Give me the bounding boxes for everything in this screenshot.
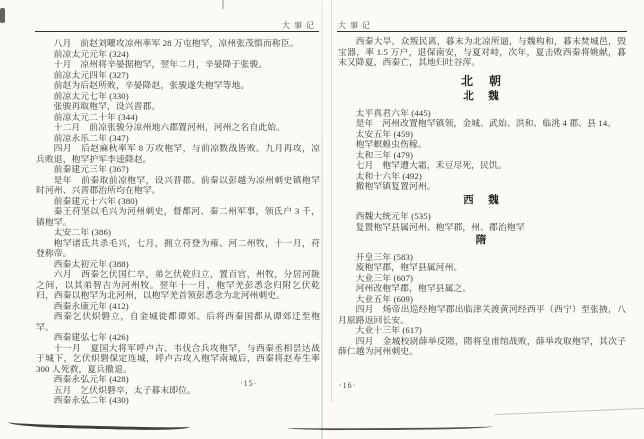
era-year-line: 前凉永乐二年 (347) (53, 132, 129, 143)
era-year-line: 西秦建弘七年 (426) (53, 332, 129, 342)
running-header-left: 大事记 (282, 21, 318, 30)
paragraph: 十二月 前凉张骏分凉州地六郡置河州，河州之名自此始。 (53, 122, 285, 132)
era-year-line: 大业十三年 (617) (355, 325, 422, 335)
era-year-line: 前秦建元十六年 (380) (53, 195, 138, 206)
paragraph: 复置枹罕县属河州、枹罕郡，州、郡治枹罕 (355, 221, 525, 232)
paragraph: 四月 后赵麻秋率军 8 万攻枹罕，与前凉数战皆败。九月再攻，凉兵败退，枹罕护军李逵降赵。 (36, 143, 320, 164)
paragraph: 八月 前赵刘曜攻凉州率军 28 万屯枹罕，凉州张茂惧而称臣。 (53, 38, 299, 48)
paragraph: 河州改枹罕郡，枹罕县属之。 (355, 283, 472, 293)
paragraph: 撤枹罕镇复置河州。 (355, 181, 436, 191)
era-year-line: 前秦建元三年 (367) (53, 164, 129, 174)
paragraph: 废枹罕郡，枹罕县属河州。 (355, 262, 463, 272)
section-heading-sui: 隋 (475, 235, 489, 246)
section-heading-northern-wei: 北 魏 (463, 91, 501, 102)
page-number-right: ·16· (339, 381, 357, 390)
era-year-line: 大业五年 (609) (355, 293, 414, 304)
era-year-line: 前凉太元四年 (327) (53, 69, 129, 80)
paragraph: 四月 炀帝出巡经枹罕郡出临津关渡黄河经西平（西宁）至张掖，八月原路返回长安。 (338, 304, 626, 325)
page-spine-shadow (331, 0, 332, 402)
era-year-line: 西秦太初元年 (388) (53, 258, 129, 269)
era-year-line: 前凉太元七年 (330) (53, 90, 129, 101)
paragraph: 西秦大旱，众叛民离，暮末为北凉所逼，与魏构和，暮末焚城邑，毁宝器，率 1.5 万户，退保南安，与夏对峙，次年，夏击败西秦将姚献，暮末又降夏，西秦亡，其地归吐谷浑。 (338, 36, 626, 67)
left-page-body (36, 38, 320, 406)
era-year-line: 前凉太元二十年 (344) (53, 111, 138, 122)
era-year-line: 太平真君六年 (445) (355, 107, 431, 118)
page-number-left: ·15· (240, 379, 258, 388)
paragraph: 西秦乞伏炽磐立，自金城徙都谭郊。后将西秦国都从谭郊迁至枹罕。 (36, 311, 320, 332)
right-page-body (338, 36, 626, 357)
paragraph: 张骏再取枹罕，设兴晋郡。 (53, 101, 161, 111)
era-year-line: 太和三年 (479) (355, 149, 414, 160)
era-year-line: 大业三年 (607) (355, 272, 414, 283)
header-rule-left (35, 31, 319, 32)
scan-artifact-top-tick (222, 0, 224, 9)
paragraph: 十月 凉州将辛晏据枹罕，翌年二月，辛晏降于张骏。 (53, 59, 268, 69)
era-year-line: 西秦永弘元年 (428) (53, 374, 129, 384)
paragraph: 前赵为后赵所败，辛晏降赵，张骏遂失枹罕等地。 (53, 80, 250, 90)
header-rule-right (337, 31, 627, 32)
scan-artifact-edge-mark (0, 8, 5, 23)
era-year-line: 西魏大统元年 (535) (355, 211, 431, 221)
era-year-line: 太和十六年 (492) (355, 170, 422, 181)
paragraph: 十一月 夏国大将军呼卢古、韦伐合兵攻枹罕，与西秦丞相昙达战于城下，乞伏炽磐保定连城，呼卢古攻入枹罕南城后，西秦将赵寿生率 300 人死救，夏兵撤退。 (36, 342, 320, 374)
era-year-line: 西秦永弘二年 (430) (53, 395, 129, 405)
paragraph: 秦王苻坚以毛兴为河州刺史，督都河、秦二州军事，领氐户 3 千，镇枹罕。 (36, 206, 320, 227)
paragraph: 是年 河州改置枹罕镇领，金城、武始、洪和、临洮 4 郡、县 14。 (355, 118, 617, 128)
era-year-line: 开皇三年 (583) (355, 251, 414, 262)
paragraph: 枹罕螟蝗虫伤稼。 (355, 139, 427, 149)
era-year-line: 西秦永康元年 (412) (53, 300, 129, 311)
paragraph: 枹罕诸氐共杀毛兴，七月，拥立苻登为雍、河二州牧，十一月，苻登称帝。 (36, 237, 320, 258)
paragraph: 四月 金城校尉薛举反隋，隋将皇甫绾战败，薛举攻取枹罕，其次子薛仁越为河州刺史。 (338, 335, 626, 356)
section-heading-northern-dynasties: 北 朝 (460, 73, 503, 88)
page-gutter-line (321, 0, 323, 439)
era-year-line: 太安五年 (459) (355, 128, 414, 139)
paragraph: 五月 乞伏炽磐卒，太子暮末即位。 (53, 384, 196, 395)
paragraph: 六月 西秦乞伏国仁卒，弟乞伏乾归立，置百官，州牧，分居河陇之间，以其弟智吉为河州牧。翌年十一月，枹罕羌彭悉念归附乞伏乾归，西秦以枹罕为北河州，以枹罕羌首领彭悉念为北河州刺史。 (36, 269, 320, 300)
section-heading-western-wei: 西 魏 (463, 194, 501, 206)
paragraph: 七月 枹罕遭大霜，禾豆尽死，民饥。 (355, 160, 507, 170)
era-year-line: 前凉太元元年 (324) (53, 48, 129, 59)
running-header-right: 大事记 (338, 21, 374, 30)
paragraph: 是年 前秦取前凉枹罕，设兴晋郡。前秦以彭越为凉州刺史镇枹罕时河州、兴晋郡治所均在枹罕。 (36, 174, 320, 195)
era-year-line: 太安二年 (386) (53, 227, 112, 237)
